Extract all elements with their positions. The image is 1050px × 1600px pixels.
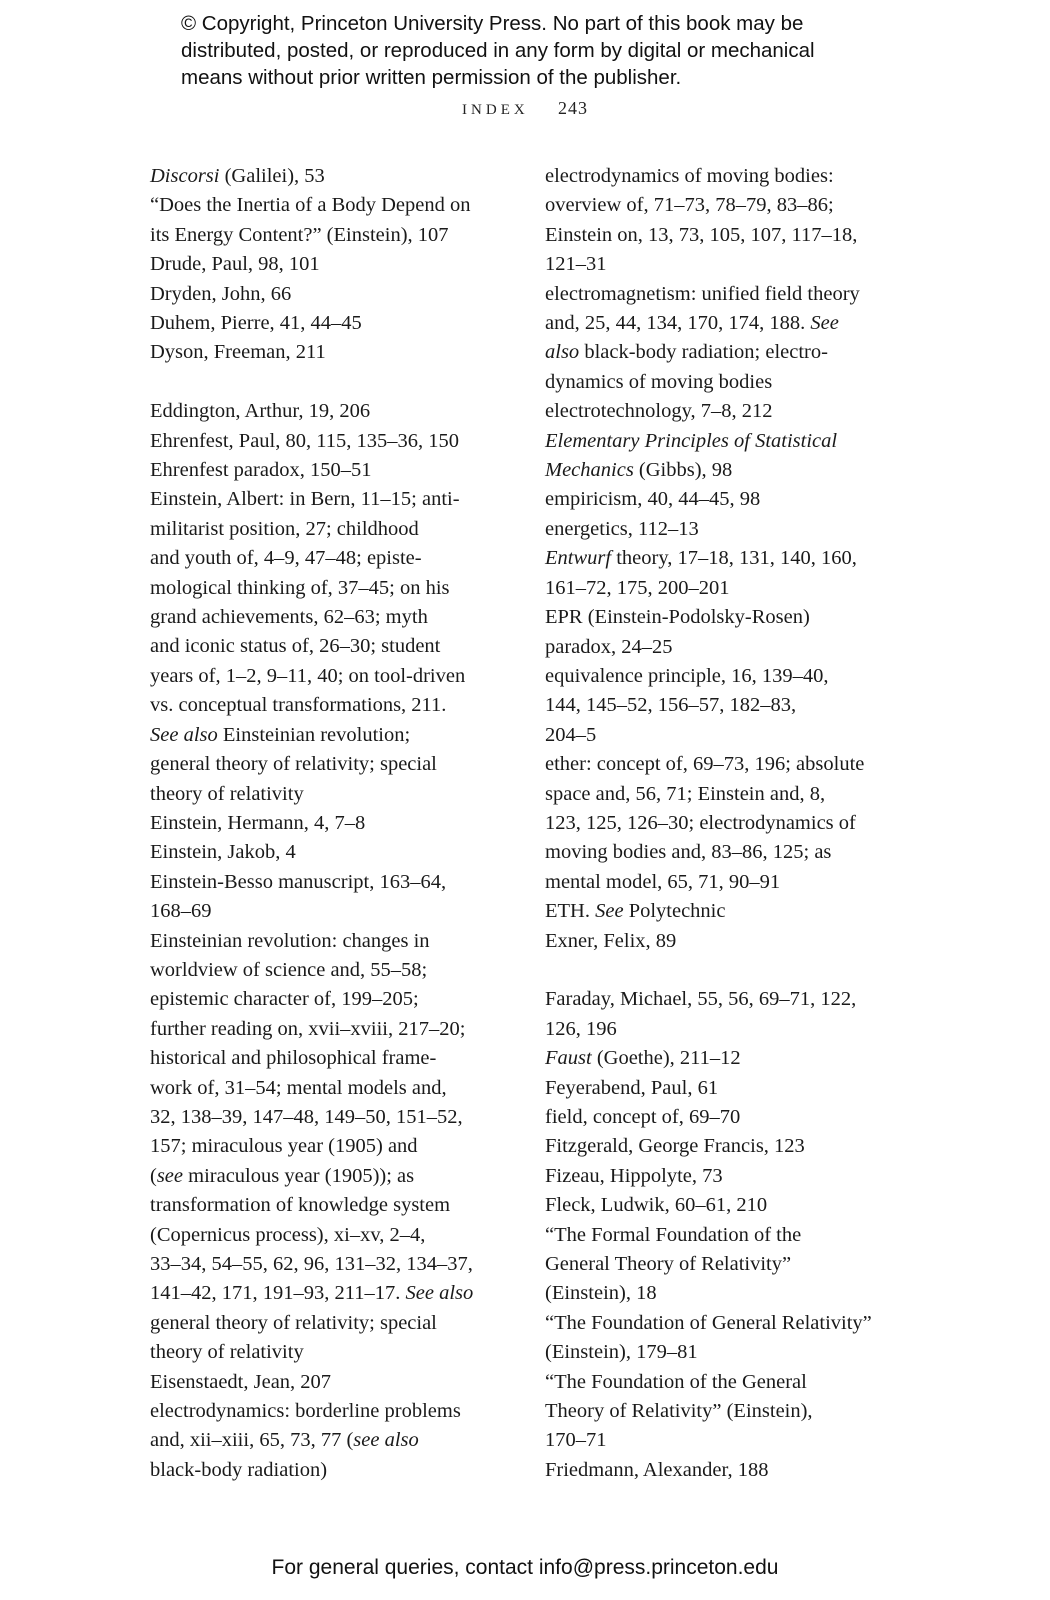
index-entry-line: [545, 1015, 905, 1044]
index-entry-line: [545, 1044, 905, 1073]
entry-text: ether: concept of, 69–73, 196; absolute: [545, 753, 865, 776]
entry-text: and, 25, 44, 134, 170, 174, 188.: [545, 312, 811, 335]
entry-text: general theory of relativity; special: [150, 753, 437, 776]
entry-text: Theory of Relativity” (Einstein),: [545, 1400, 813, 1423]
italic-text: Entwurf: [545, 547, 612, 570]
italic-text: See: [810, 312, 839, 335]
entry-text: General Theory of Relativity”: [545, 1253, 792, 1276]
entry-text: 144, 145–52, 156–57, 182–83,: [545, 694, 797, 717]
index-entry: [150, 250, 510, 279]
entry-text: and iconic status of, 26–30; student: [150, 635, 441, 658]
index-entry: [150, 485, 510, 808]
italic-text: See also: [150, 723, 218, 746]
entry-text: black-body radiation; electro-: [579, 341, 828, 364]
entry-text: mological thinking of, 37–45; on his: [150, 576, 450, 599]
entry-text: (Gibbs), 98: [633, 459, 733, 482]
italic-text: see: [156, 1164, 184, 1187]
index-entry-line: [545, 427, 905, 456]
index-entry: [545, 162, 905, 280]
entry-text: empiricism, 40, 44–45, 98: [545, 488, 761, 511]
index-entry: [150, 280, 510, 309]
index-entry-line: [150, 1279, 510, 1308]
entry-text: paradox, 24–25: [545, 635, 673, 658]
index-entry-line: [150, 1426, 510, 1455]
entry-text: “Does the Inertia of a Body Depend on: [150, 194, 471, 217]
index-entry-line: [545, 1456, 905, 1485]
index-entry-line: [150, 338, 510, 367]
index-entry-line: [150, 985, 510, 1014]
index-entry-line: [545, 368, 905, 397]
entry-text: (Copernicus process), xi–xv, 2–4,: [150, 1223, 426, 1246]
entry-text: Fitzgerald, George Francis, 123: [545, 1135, 805, 1158]
index-entry-line: [150, 1044, 510, 1073]
index-entry: [150, 1368, 510, 1397]
entry-text: Duhem, Pierre, 41, 44–45: [150, 312, 362, 335]
index-entry-line: [150, 750, 510, 779]
italic-text: See: [595, 900, 624, 923]
entry-text: historical and philosophical frame-: [150, 1047, 437, 1070]
index-entry-line: [545, 780, 905, 809]
index-entry: [150, 397, 510, 426]
entry-text: Einstein, Albert: in Bern, 11–15; anti-: [150, 488, 460, 511]
index-entry-line: [150, 397, 510, 426]
index-entry: [150, 838, 510, 867]
index-entry: [545, 1368, 905, 1456]
index-entry-line: [150, 1015, 510, 1044]
index-entry-line: [150, 838, 510, 867]
index-entry-line: [545, 868, 905, 897]
index-entry: [545, 397, 905, 426]
entry-text: 170–71: [545, 1429, 607, 1452]
entry-text: 141–42, 171, 191–93, 211–17.: [150, 1282, 406, 1305]
running-head: [0, 98, 1050, 119]
entry-text: mental model, 65, 71, 90–91: [545, 870, 781, 893]
index-entry-line: [545, 1250, 905, 1279]
copyright-line: means without prior written permission of the publisher.: [181, 66, 682, 89]
italic-text: Mechanics: [545, 459, 634, 482]
index-entry-line: [150, 1309, 510, 1338]
italic-text: Elementary Principles of Statistical: [545, 429, 838, 452]
italic-text: also: [545, 341, 580, 364]
entry-text: “The Formal Foundation of the: [545, 1223, 802, 1246]
entry-text: dynamics of moving bodies: [545, 370, 773, 393]
entry-text: 168–69: [150, 900, 212, 923]
index-entry-line: [545, 250, 905, 279]
index-entry: [545, 1162, 905, 1191]
entry-text: Exner, Felix, 89: [545, 929, 677, 952]
index-entry-line: [150, 309, 510, 338]
entry-text: 121–31: [545, 253, 607, 276]
index-entry-line: [545, 897, 905, 926]
index-entry-line: [150, 1456, 510, 1485]
entry-text: Eisenstaedt, Jean, 207: [150, 1370, 332, 1393]
italic-text: Discorsi: [150, 165, 220, 187]
index-entry-line: [150, 515, 510, 544]
page-number: 243: [557, 98, 588, 118]
entry-text: (Einstein), 179–81: [545, 1341, 698, 1364]
index-entry-line: [545, 927, 905, 956]
index-entry-line: [150, 280, 510, 309]
index-entry-line: [150, 485, 510, 514]
entry-text: (Goethe), 211–12: [591, 1047, 741, 1070]
entry-text: energetics, 112–13: [545, 517, 699, 540]
index-entry-line: [545, 280, 905, 309]
entry-text: ETH.: [545, 900, 596, 923]
entry-text: 32, 138–39, 147–48, 149–50, 151–52,: [150, 1105, 463, 1128]
entry-text: miraculous year (1905)); as: [183, 1164, 415, 1187]
footer-contact: For general queries, contact info@press.princeton.edu: [271, 1556, 779, 1579]
entry-text: (Einstein), 18: [545, 1282, 657, 1305]
index-entry: [545, 1456, 905, 1485]
index-entry: [150, 191, 510, 250]
index-entry: [545, 985, 905, 1044]
index-entry: [545, 280, 905, 398]
index-entry-line: [150, 427, 510, 456]
index-entry: [150, 868, 510, 927]
index-entry: [150, 456, 510, 485]
index-entry-line: [545, 662, 905, 691]
index-entry-line: [150, 956, 510, 985]
index-entry: [545, 515, 905, 544]
index-entry-line: [150, 1132, 510, 1161]
section-title: INDEX: [462, 102, 529, 118]
index-entry-line: [545, 191, 905, 220]
index-entry-line: [545, 1397, 905, 1426]
index-entry: [545, 1103, 905, 1132]
index-entry-line: [545, 485, 905, 514]
entry-text: 161–72, 175, 200–201: [545, 576, 730, 599]
copyright-line: distributed, posted, or reproduced in any form by digital or mechanical: [181, 39, 815, 62]
copyright-notice: [181, 10, 901, 91]
entry-text: moving bodies and, 83–86, 125; as: [545, 841, 832, 864]
index-entry: [545, 544, 905, 603]
index-entry: [545, 1044, 905, 1073]
entry-text: Drude, Paul, 98, 101: [150, 253, 320, 276]
index-entry: [150, 338, 510, 367]
entry-text: Eddington, Arthur, 19, 206: [150, 400, 371, 423]
index-entry-line: [545, 809, 905, 838]
entry-text: general theory of relativity; special: [150, 1311, 437, 1334]
index-entry-line: [545, 1132, 905, 1161]
entry-text: electrodynamics: borderline problems: [150, 1400, 461, 1423]
index-entry-line: [545, 691, 905, 720]
index-entry-line: [150, 809, 510, 838]
entry-text: vs. conceptual transformations, 211.: [150, 694, 447, 717]
italic-text: see also: [353, 1429, 419, 1452]
index-entry-line: [150, 456, 510, 485]
index-column-right: [545, 162, 905, 1485]
index-entry-line: [545, 574, 905, 603]
entry-text: and, xii–xiii, 65, 73, 77 (: [150, 1429, 354, 1452]
index-entry-line: [150, 897, 510, 926]
index-entry: [545, 1074, 905, 1103]
entry-text: Polytechnic: [623, 900, 726, 923]
index-entry-line: [545, 1221, 905, 1250]
entry-text: Einsteinian revolution: changes in: [150, 929, 430, 952]
index-column-left: [150, 162, 510, 1485]
entry-text: “The Foundation of General Relativity”: [545, 1311, 872, 1334]
index-entry-line: [545, 1279, 905, 1308]
index-entry-line: [150, 632, 510, 661]
entry-text: electromagnetism: unified field theory: [545, 282, 860, 305]
index-entry-line: [150, 927, 510, 956]
index-entry: [150, 1397, 510, 1485]
entry-text: Friedmann, Alexander, 188: [545, 1458, 769, 1481]
index-entry-line: [545, 456, 905, 485]
index-entry-line: [545, 397, 905, 426]
index-entry: [545, 1191, 905, 1220]
index-entry: [545, 603, 905, 662]
letter-group-spacer: [150, 368, 510, 397]
index-entry-line: [150, 221, 510, 250]
index-entry-line: [150, 1368, 510, 1397]
index-entry-line: [545, 1426, 905, 1455]
index-entry: [545, 662, 905, 750]
entry-text: grand achievements, 62–63; myth: [150, 606, 428, 629]
index-entry-line: [150, 1103, 510, 1132]
index-entry-line: [150, 1338, 510, 1367]
index-entry-line: [545, 1191, 905, 1220]
index-entry-line: [150, 544, 510, 573]
index-entry: [545, 427, 905, 486]
entry-text: 157; miraculous year (1905) and: [150, 1135, 418, 1158]
index-entry-line: [150, 691, 510, 720]
index-entry-line: [150, 780, 510, 809]
index-entry-line: [545, 544, 905, 573]
entry-text: “The Foundation of the General: [545, 1370, 807, 1393]
entry-text: further reading on, xvii–xviii, 217–20;: [150, 1017, 466, 1040]
entry-text: electrodynamics of moving bodies:: [545, 165, 834, 187]
index-entry-line: [545, 633, 905, 662]
index-entry-line: [545, 1309, 905, 1338]
index-entry: [150, 309, 510, 338]
index-entry-line: [545, 1338, 905, 1367]
index-entry: [150, 927, 510, 1368]
index-entry-line: [150, 162, 510, 191]
index-entry-line: [545, 1074, 905, 1103]
index-entry-line: [545, 838, 905, 867]
index-entry-line: [545, 309, 905, 338]
index-entry-line: [545, 985, 905, 1014]
index-entry: [150, 162, 510, 191]
index-entry-line: [150, 603, 510, 632]
index-entry-line: [545, 221, 905, 250]
index-entry: [545, 1132, 905, 1161]
entry-text: Einsteinian revolution;: [217, 723, 411, 746]
entry-text: Feyerabend, Paul, 61: [545, 1076, 719, 1099]
index-entry: [545, 485, 905, 514]
index-entry: [150, 809, 510, 838]
entry-text: Einstein, Hermann, 4, 7–8: [150, 811, 366, 834]
index-entry-line: [545, 721, 905, 750]
entry-text: EPR (Einstein-Podolsky-Rosen): [545, 606, 810, 629]
index-entry-line: [150, 250, 510, 279]
index-entry-line: [150, 574, 510, 603]
italic-text: See also: [405, 1282, 474, 1305]
index-entry-line: [150, 868, 510, 897]
entry-text: (: [150, 1164, 157, 1187]
entry-text: Ehrenfest paradox, 150–51: [150, 459, 372, 482]
entry-text: years of, 1–2, 9–11, 40; on tool-driven: [150, 664, 466, 687]
entry-text: Faraday, Michael, 55, 56, 69–71, 122,: [545, 988, 857, 1011]
entry-text: work of, 31–54; mental models and,: [150, 1076, 447, 1099]
entry-text: militarist position, 27; childhood: [150, 517, 419, 540]
index-entry-line: [150, 1162, 510, 1191]
index-entry: [545, 1309, 905, 1368]
index-entry-line: [150, 662, 510, 691]
entry-text: theory, 17–18, 131, 140, 160,: [611, 547, 857, 570]
index-entry: [545, 1221, 905, 1309]
index-entry-line: [150, 1074, 510, 1103]
entry-text: black-body radiation): [150, 1458, 328, 1481]
entry-text: Dyson, Freeman, 211: [150, 341, 326, 364]
entry-text: Dryden, John, 66: [150, 282, 292, 305]
letter-group-spacer: [545, 956, 905, 985]
entry-text: space and, 56, 71; Einstein and, 8,: [545, 782, 826, 805]
entry-text: Ehrenfest, Paul, 80, 115, 135–36, 150: [150, 429, 459, 452]
entry-text: theory of relativity: [150, 782, 304, 805]
index-entry-line: [545, 515, 905, 544]
entry-text: its Energy Content?” (Einstein), 107: [150, 223, 449, 246]
entry-text: Fizeau, Hippolyte, 73: [545, 1164, 723, 1187]
index-entry-line: [545, 1162, 905, 1191]
entry-text: 33–34, 54–55, 62, 96, 131–32, 134–37,: [150, 1253, 473, 1276]
entry-text: theory of relativity: [150, 1341, 304, 1364]
entry-text: Einstein on, 13, 73, 105, 107, 117–18,: [545, 223, 858, 246]
italic-text: Faust: [545, 1047, 592, 1070]
index-entry-line: [150, 191, 510, 220]
index-entry: [150, 427, 510, 456]
index-entry-line: [545, 750, 905, 779]
entry-text: equivalence principle, 16, 139–40,: [545, 664, 829, 687]
index-entry-line: [545, 338, 905, 367]
index-entry-line: [150, 1397, 510, 1426]
index-entry: [545, 927, 905, 956]
entry-text: field, concept of, 69–70: [545, 1105, 741, 1128]
entry-text: Einstein-Besso manuscript, 163–64,: [150, 870, 447, 893]
entry-text: transformation of knowledge system: [150, 1194, 451, 1217]
entry-text: 123, 125, 126–30; electrodynamics of: [545, 811, 856, 834]
index-entry-line: [545, 162, 905, 191]
entry-text: overview of, 71–73, 78–79, 83–86;: [545, 194, 834, 217]
entry-text: Einstein, Jakob, 4: [150, 841, 296, 864]
index-entry-line: [545, 603, 905, 632]
index-entry-line: [150, 1191, 510, 1220]
entry-text: 126, 196: [545, 1017, 617, 1040]
entry-text: epistemic character of, 199–205;: [150, 988, 419, 1011]
index-entry: [545, 750, 905, 897]
entry-text: 204–5: [545, 723, 597, 746]
entry-text: (Galilei), 53: [219, 165, 325, 187]
entry-text: and youth of, 4–9, 47–48; episte-: [150, 547, 422, 570]
index-entry-line: [150, 1221, 510, 1250]
index-entry-line: [545, 1103, 905, 1132]
entry-text: worldview of science and, 55–58;: [150, 958, 428, 981]
copyright-line: © Copyright, Princeton University Press. No part of this book may be: [181, 12, 804, 35]
entry-text: electrotechnology, 7–8, 212: [545, 400, 773, 423]
entry-text: Fleck, Ludwik, 60–61, 210: [545, 1194, 768, 1217]
index-entry-line: [150, 721, 510, 750]
index-entry: [545, 897, 905, 926]
index-entry-line: [150, 1250, 510, 1279]
index-entry-line: [545, 1368, 905, 1397]
